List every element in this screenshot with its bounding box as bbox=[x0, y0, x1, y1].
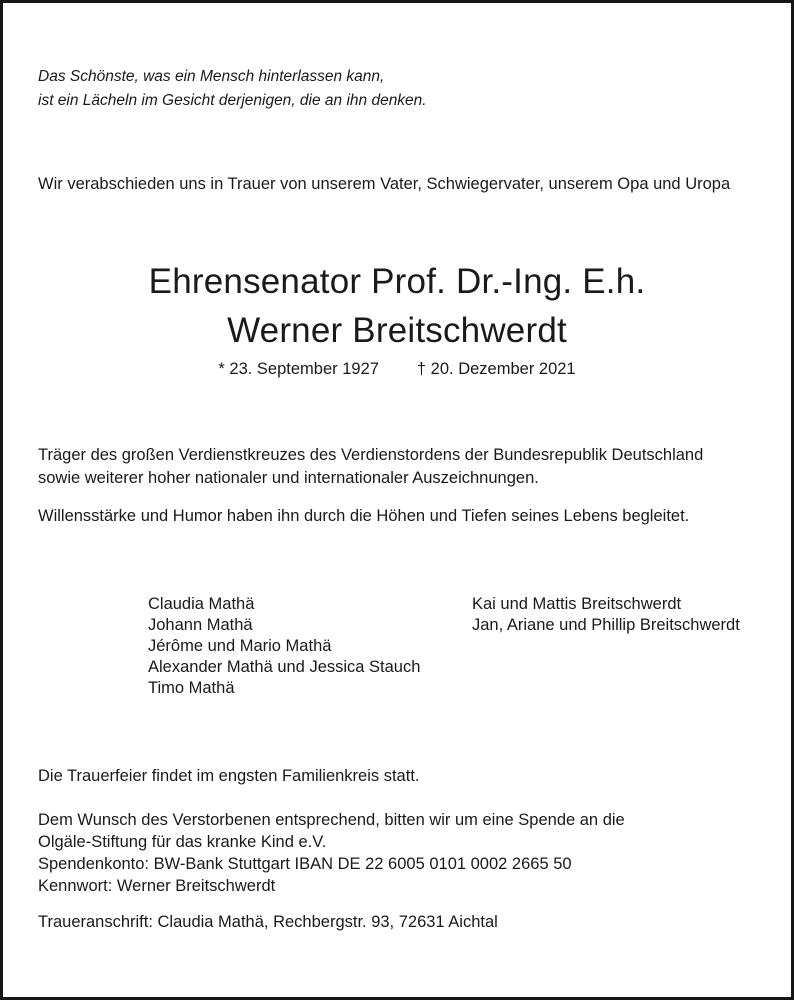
mourners-left-column bbox=[148, 594, 420, 699]
epigraph bbox=[38, 65, 427, 113]
donation-line: Kennwort: Werner Breitschwerdt bbox=[38, 877, 276, 895]
donation-paragraph bbox=[38, 809, 625, 897]
list-item: Kai und Mattis Breitschwerdt bbox=[472, 595, 682, 613]
donation-line: Olgäle-Stiftung für das kranke Kind e.V. bbox=[38, 833, 327, 851]
funeral-note: Die Trauerfeier findet im engsten Familienkreis statt. bbox=[38, 767, 420, 785]
memorial-address: Traueranschrift: Claudia Mathä, Rechbergstr. 93, 72631 Aichtal bbox=[38, 913, 498, 931]
list-item: Johann Mathä bbox=[148, 616, 253, 634]
list-item: Claudia Mathä bbox=[148, 595, 255, 613]
list-item: Jérôme und Mario Mathä bbox=[148, 637, 332, 655]
honors-line: sowie weiterer hoher nationaler und internationaler Auszeichnungen. bbox=[38, 469, 539, 487]
honors-line: Träger des großen Verdienstkreuzes des Verdienstordens der Bundesrepublik Deutschland bbox=[38, 446, 704, 464]
death-date: † 20. Dezember 2021 bbox=[416, 360, 576, 378]
intro-line: Wir verabschieden uns in Trauer von unserem Vater, Schwiegervater, unserem Opa und Uropa bbox=[38, 175, 731, 193]
birth-date: * 23. September 1927 bbox=[218, 360, 379, 378]
life-dates bbox=[3, 360, 791, 379]
donation-line: Spendenkonto: BW-Bank Stuttgart IBAN DE 22 6005 0101 0002 2665 50 bbox=[38, 855, 572, 873]
list-item: Timo Mathä bbox=[148, 679, 235, 697]
deceased-name: Werner Breitschwerdt bbox=[227, 311, 567, 350]
honors-paragraph bbox=[38, 444, 703, 490]
deceased-heading bbox=[3, 257, 791, 379]
list-item: Jan, Ariane und Phillip Breitschwerdt bbox=[472, 616, 740, 634]
tribute-line: Willensstärke und Humor haben ihn durch die Höhen und Tiefen seines Lebens begleitet. bbox=[38, 507, 690, 525]
epigraph-line: ist ein Lächeln im Gesicht derjenigen, die an ihn denken. bbox=[38, 92, 427, 109]
epigraph-line: Das Schönste, was ein Mensch hinterlassen kann, bbox=[38, 68, 385, 85]
mourners-right-column bbox=[472, 594, 740, 636]
list-item: Alexander Mathä und Jessica Stauch bbox=[148, 658, 421, 676]
donation-line: Dem Wunsch des Verstorbenen entsprechend, bitten wir um eine Spende an die bbox=[38, 811, 625, 829]
deceased-title: Ehrensenator Prof. Dr.-Ing. E.h. bbox=[148, 262, 646, 301]
